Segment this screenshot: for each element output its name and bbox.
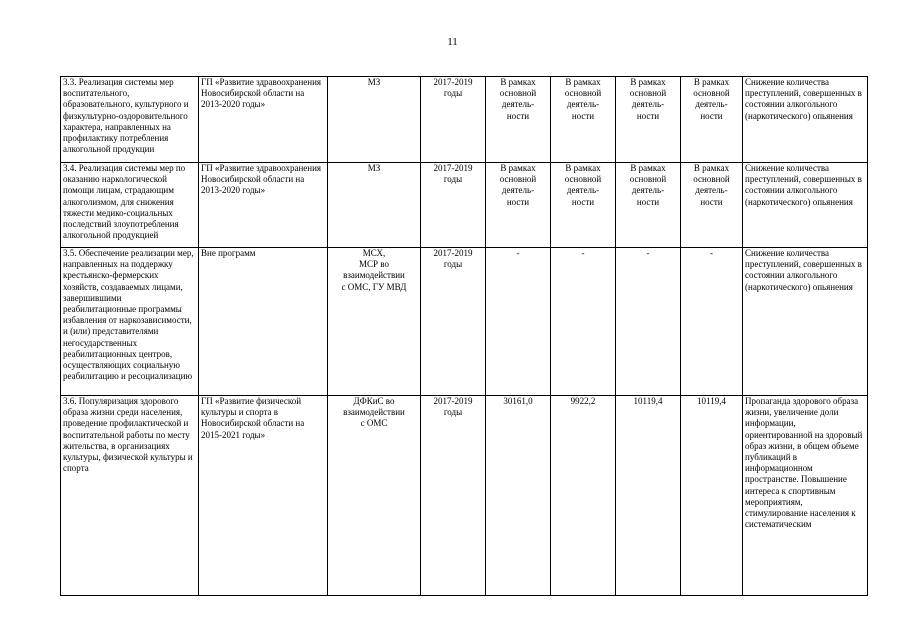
measure-name-cell: 3.4. Реализация системы мер по оказанию наркологической помощи лицам, страдающим алкоголизмом, для снижения тяжести медико-социальных последствий злоупотребления алкогольной продукцией [61,163,199,248]
funding-cell: В рамках основной деятель- ности [486,163,551,248]
funding-cell: В рамках основной деятель- ности [551,163,616,248]
funding-cell: В рамках основной деятель- ности [551,77,616,163]
funding-cell: В рамках основной деятель- ности [616,163,681,248]
program-cell: ГП «Развитие физической культуры и спорта в Новосибирской области на 2015-2021 годы» [199,396,328,596]
measure-name-cell: 3.3. Реализация системы мер воспитательного, образовательного, культурного и физкультурно-оздоровительного характера, направленных на профилактику потребления алкогольной продукции [61,77,199,163]
table-row [61,248,868,396]
page-number: 11 [447,36,458,48]
funding-cell: - [551,248,616,396]
funding-cell: - [616,248,681,396]
program-cell: ГП «Развитие здравоохранения Новосибирской области на 2013-2020 годы» [199,163,328,248]
years-cell: 2017-2019 годы [421,163,486,248]
measures-table [60,76,868,596]
funding-cell: 10119,4 [681,396,743,596]
measure-name-cell: 3.5. Обеспечение реализации мер, направленных на поддержку крестьянско-фермерских хозяйств, создаваемых лицами, завершившими реабилитационные программы избавления от наркозависимости, и (или) представителями негосударственных реабилитационных центров, осуществляющих социальную реабилитацию и ресоциализацию [61,248,199,396]
expected-result-cell: Снижение количества преступлений, совершенных в состоянии алкогольного (наркотического) опьянения [743,77,868,163]
funding-cell: - [486,248,551,396]
executor-cell: МЗ [328,163,421,248]
years-cell: 2017-2019 годы [421,396,486,596]
executor-cell: МЗ [328,77,421,163]
funding-cell: В рамках основной деятель- ности [616,77,681,163]
expected-result-cell: Пропаганда здорового образа жизни, увеличение доли информации, ориентированной на здоровый образ жизни, в общем объеме публикаций в информационном пространстве. Повышение интереса к спортивным мероприятиям, стимулирование населения к систематическим [743,396,868,596]
expected-result-cell: Снижение количества преступлений, совершенных в состоянии алкогольного (наркотического) опьянения [743,248,868,396]
table-row [61,396,868,596]
funding-cell: 9922,2 [551,396,616,596]
funding-cell: 10119,4 [616,396,681,596]
table-row [61,77,868,163]
funding-cell: В рамках основной деятель- ности [681,77,743,163]
years-cell: 2017-2019 годы [421,248,486,396]
funding-cell: В рамках основной деятель- ности [486,77,551,163]
table-row [61,163,868,248]
funding-cell: - [681,248,743,396]
funding-cell: 30161,0 [486,396,551,596]
executor-cell: МСХ, МСР во взаимодействии с ОМС, ГУ МВД [328,248,421,396]
funding-cell: В рамках основной деятель- ности [681,163,743,248]
expected-result-cell: Снижение количества преступлений, совершенных в состоянии алкогольного (наркотического) опьянения [743,163,868,248]
years-cell: 2017-2019 годы [421,77,486,163]
program-cell: Вне программ [199,248,328,396]
executor-cell: ДФКиС во взаимодействии с ОМС [328,396,421,596]
program-cell: ГП «Развитие здравоохранения Новосибирской области на 2013-2020 годы» [199,77,328,163]
measure-name-cell: 3.6. Популяризация здорового образа жизни среди населения, проведение профилактической и воспитательной работы по месту жительства, в организациях культуры, физической культуры и спорта [61,396,199,596]
